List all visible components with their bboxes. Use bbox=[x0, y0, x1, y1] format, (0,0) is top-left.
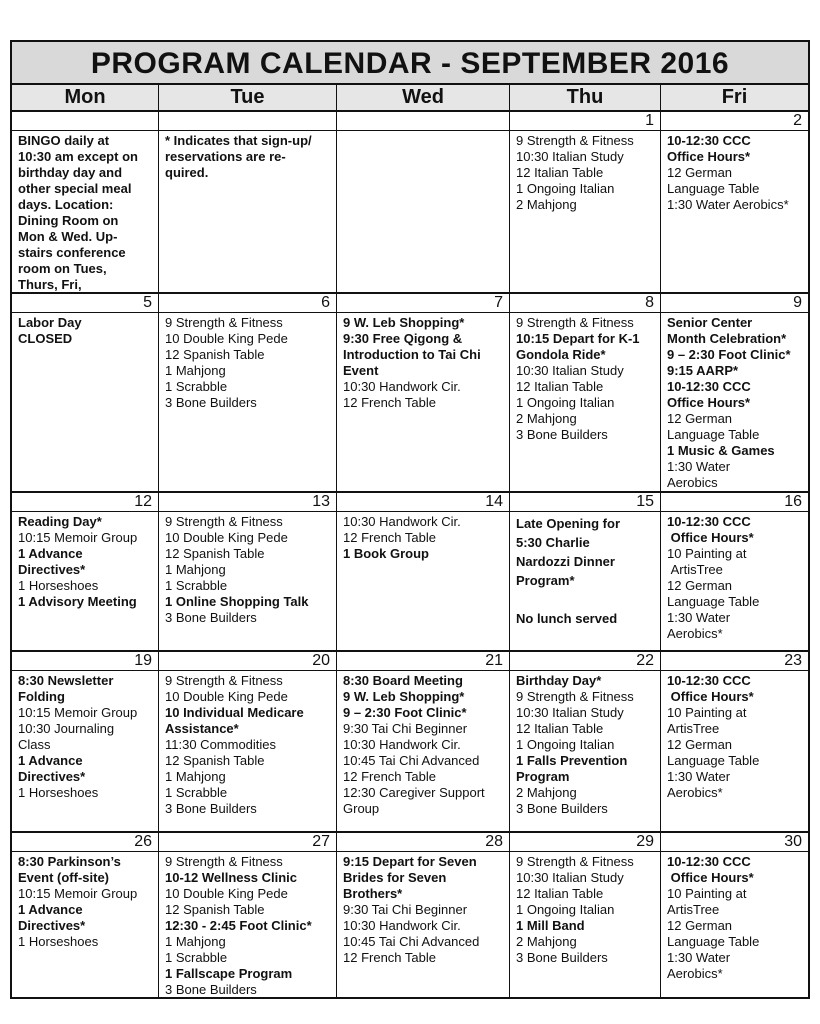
event-line: 10-12:30 CCC bbox=[667, 854, 751, 869]
event-line: Program* bbox=[516, 573, 575, 588]
event-line: 1 Fallscape Program bbox=[165, 966, 293, 981]
event-line: 3 Bone Builders bbox=[516, 427, 608, 442]
event-line: ArtisTree bbox=[667, 562, 723, 577]
event-line: 12 French Table bbox=[343, 950, 436, 965]
event-line: Program bbox=[516, 769, 570, 784]
day-number bbox=[12, 112, 159, 131]
event-line: Brides for Seven bbox=[343, 870, 447, 885]
day-cell bbox=[661, 131, 808, 294]
event-line: 10-12:30 CCC bbox=[667, 514, 751, 529]
event-line: 1 Mahjong bbox=[165, 363, 226, 378]
event-line: 12 French Table bbox=[343, 769, 436, 784]
event-line: Aerobics* bbox=[667, 966, 723, 981]
day-cell bbox=[337, 852, 510, 997]
event-line: 10:15 Memoir Group bbox=[18, 705, 138, 720]
day-cell bbox=[510, 131, 661, 294]
event-line: 12 German bbox=[667, 411, 733, 426]
day-number: 16 bbox=[661, 493, 808, 512]
event-line: Reading Day* bbox=[18, 514, 102, 529]
event-line: Folding bbox=[18, 689, 65, 704]
event-line: Office Hours* bbox=[667, 395, 751, 410]
event-line: CLOSED bbox=[18, 331, 73, 346]
calendar bbox=[10, 40, 810, 999]
day-number: 6 bbox=[159, 294, 337, 313]
event-line: room on Tues, bbox=[18, 261, 107, 276]
event-line: 10:30 Journaling bbox=[18, 721, 115, 736]
event-line: 12 German bbox=[667, 578, 733, 593]
day-cell bbox=[12, 671, 159, 833]
event-line: 1:30 Water bbox=[667, 610, 731, 625]
event-line: 1 Ongoing Italian bbox=[516, 902, 615, 917]
event-line: Month Celebration* bbox=[667, 331, 787, 346]
day-number: 23 bbox=[661, 652, 808, 671]
day-number: 9 bbox=[661, 294, 808, 313]
event-line: Office Hours* bbox=[667, 530, 754, 545]
day-cell bbox=[661, 313, 808, 493]
weekday-header-tue: Tue bbox=[159, 85, 337, 112]
event-line: birthday day and bbox=[18, 165, 123, 180]
calendar-title: PROGRAM CALENDAR - SEPTEMBER 2016 bbox=[12, 42, 808, 85]
event-line: 9:30 Tai Chi Beginner bbox=[343, 721, 468, 736]
event-line: Birthday Day* bbox=[516, 673, 602, 688]
day-number: 8 bbox=[510, 294, 661, 313]
event-line: 10:15 Memoir Group bbox=[18, 886, 138, 901]
day-cell bbox=[337, 671, 510, 833]
event-line: 1 Mahjong bbox=[165, 769, 226, 784]
event-line: 12:30 - 2:45 Foot Clinic* bbox=[165, 918, 312, 933]
day-cell bbox=[510, 512, 661, 652]
day-cell bbox=[159, 131, 337, 294]
event-line: No lunch served bbox=[516, 611, 618, 626]
event-line: Labor Day bbox=[18, 315, 82, 330]
event-line: 9 Strength & Fitness bbox=[516, 689, 634, 704]
event-line: ArtisTree bbox=[667, 902, 720, 917]
day-cell bbox=[510, 671, 661, 833]
event-line: 1 Advance bbox=[18, 902, 83, 917]
event-line: Group bbox=[343, 801, 380, 816]
event-line: 9 – 2:30 Foot Clinic* bbox=[343, 705, 467, 720]
event-line: 10-12:30 CCC bbox=[667, 133, 751, 148]
event-line: 10:30 Italian Study bbox=[516, 870, 624, 885]
event-line: 8:30 Newsletter bbox=[18, 673, 114, 688]
event-line: 9 Strength & Fitness bbox=[516, 315, 634, 330]
event-line: Thurs, Fri, bbox=[18, 277, 82, 292]
day-number: 19 bbox=[12, 652, 159, 671]
event-line: 12 Spanish Table bbox=[165, 753, 265, 768]
event-line: 9 W. Leb Shopping* bbox=[343, 689, 465, 704]
event-line: 1 Falls Prevention bbox=[516, 753, 628, 768]
event-line: Office Hours* bbox=[667, 689, 754, 704]
event-line: 10-12:30 CCC bbox=[667, 379, 751, 394]
event-line: 9:30 Tai Chi Beginner bbox=[343, 902, 468, 917]
day-number: 7 bbox=[337, 294, 510, 313]
event-line: Directives* bbox=[18, 918, 86, 933]
event-line: 11:30 Commodities bbox=[165, 737, 277, 752]
event-line: quired. bbox=[165, 165, 209, 180]
event-line: Directives* bbox=[18, 562, 86, 577]
event-line: 8:30 Board Meeting bbox=[343, 673, 463, 688]
event-line: 9:30 Free Qigong & bbox=[343, 331, 463, 346]
event-line: 3 Bone Builders bbox=[516, 950, 608, 965]
event-line: Language Table bbox=[667, 427, 760, 442]
day-number: 30 bbox=[661, 833, 808, 852]
event-line: 1:30 Water bbox=[667, 769, 731, 784]
event-line: Event bbox=[343, 363, 379, 378]
day-cell bbox=[661, 671, 808, 833]
event-line: 9 Strength & Fitness bbox=[165, 673, 283, 688]
event-line: 12 Italian Table bbox=[516, 379, 604, 394]
day-number: 20 bbox=[159, 652, 337, 671]
event-line: 12 German bbox=[667, 737, 733, 752]
event-line: Introduction to Tai Chi bbox=[343, 347, 481, 362]
day-cell bbox=[12, 512, 159, 652]
event-line: Office Hours* bbox=[667, 870, 754, 885]
event-line: 10:30 Italian Study bbox=[516, 149, 624, 164]
event-line: 10 Individual Medicare bbox=[165, 705, 304, 720]
event-line: Nardozzi Dinner bbox=[516, 554, 615, 569]
event-line: 1 Advance bbox=[18, 753, 83, 768]
day-number: 5 bbox=[12, 294, 159, 313]
event-line: 1 Horseshoes bbox=[18, 578, 99, 593]
day-cell bbox=[12, 131, 159, 294]
event-line: 10 Double King Pede bbox=[165, 886, 288, 901]
event-line: Event (off-site) bbox=[18, 870, 109, 885]
day-cell bbox=[337, 512, 510, 652]
day-cell bbox=[510, 313, 661, 493]
event-line: Assistance* bbox=[165, 721, 239, 736]
event-line: 9:15 AARP* bbox=[667, 363, 739, 378]
event-line: BINGO daily at bbox=[18, 133, 110, 148]
weekday-header-thu: Thu bbox=[510, 85, 661, 112]
event-line: Brothers* bbox=[343, 886, 403, 901]
event-line: 10:30 Handwork Cir. bbox=[343, 379, 461, 394]
day-cell bbox=[12, 852, 159, 997]
event-line: 2 Mahjong bbox=[516, 934, 577, 949]
event-line: 1 Mahjong bbox=[165, 934, 226, 949]
event-line: 12 French Table bbox=[343, 530, 436, 545]
event-line: 5:30 Charlie bbox=[516, 535, 590, 550]
event-line: 3 Bone Builders bbox=[165, 610, 257, 625]
event-line: 9 Strength & Fitness bbox=[165, 315, 283, 330]
day-number: 21 bbox=[337, 652, 510, 671]
day-cell bbox=[337, 313, 510, 493]
event-line: 10:30 Italian Study bbox=[516, 363, 624, 378]
event-line: 1 Mill Band bbox=[516, 918, 585, 933]
event-line: Late Opening for bbox=[516, 516, 620, 531]
event-line: Language Table bbox=[667, 594, 760, 609]
event-line: Aerobics* bbox=[667, 785, 723, 800]
event-line: 9 – 2:30 Foot Clinic* bbox=[667, 347, 791, 362]
event-line: 10:30 am except on bbox=[18, 149, 138, 164]
event-line: 1:30 Water bbox=[667, 950, 731, 965]
event-line: 2 Mahjong bbox=[516, 785, 577, 800]
event-line: Class bbox=[18, 737, 51, 752]
event-line: 10 Double King Pede bbox=[165, 331, 288, 346]
event-line: ArtisTree bbox=[667, 721, 720, 736]
day-number bbox=[337, 112, 510, 131]
event-line: 2 Mahjong bbox=[516, 197, 577, 212]
day-number bbox=[159, 112, 337, 131]
event-line: 1 Horseshoes bbox=[18, 785, 99, 800]
event-line: 1 Ongoing Italian bbox=[516, 737, 615, 752]
event-line: 10-12:30 CCC bbox=[667, 673, 751, 688]
event-line: Directives* bbox=[18, 769, 86, 784]
event-line: Language Table bbox=[667, 934, 760, 949]
day-cell bbox=[159, 512, 337, 652]
event-line: 10:30 Italian Study bbox=[516, 705, 624, 720]
event-line: 10 Painting at bbox=[667, 546, 747, 561]
event-line: * Indicates that sign-up/ bbox=[165, 133, 312, 148]
day-number: 27 bbox=[159, 833, 337, 852]
event-line: 10:30 Handwork Cir. bbox=[343, 737, 461, 752]
event-line: stairs conference bbox=[18, 245, 126, 260]
event-line: 10 Double King Pede bbox=[165, 689, 288, 704]
event-line: 1:30 Water Aerobics* bbox=[667, 197, 789, 212]
event-line: 1 Music & Games bbox=[667, 443, 775, 458]
event-line: 12 French Table bbox=[343, 395, 436, 410]
day-cell bbox=[159, 671, 337, 833]
event-line: 12 Spanish Table bbox=[165, 902, 265, 917]
day-number: 29 bbox=[510, 833, 661, 852]
event-line: days. Location: bbox=[18, 197, 114, 212]
event-line: 3 Bone Builders bbox=[516, 801, 608, 816]
event-line: 12 German bbox=[667, 165, 733, 180]
weekday-header-mon: Mon bbox=[12, 85, 159, 112]
event-line: 10 Double King Pede bbox=[165, 530, 288, 545]
event-line: 9 Strength & Fitness bbox=[516, 133, 634, 148]
event-line: 1 Scrabble bbox=[165, 785, 228, 800]
event-line: 8:30 Parkinson’s bbox=[18, 854, 121, 869]
event-line: 10:15 Memoir Group bbox=[18, 530, 138, 545]
weekday-header-wed: Wed bbox=[337, 85, 510, 112]
event-line: 10:15 Depart for K-1 bbox=[516, 331, 640, 346]
event-line: 12 Italian Table bbox=[516, 165, 604, 180]
event-line: Office Hours* bbox=[667, 149, 751, 164]
event-line: 10:45 Tai Chi Advanced bbox=[343, 753, 480, 768]
event-line: 3 Bone Builders bbox=[165, 801, 257, 816]
event-line: Language Table bbox=[667, 753, 760, 768]
event-line: 10:30 Handwork Cir. bbox=[343, 514, 461, 529]
day-number: 28 bbox=[337, 833, 510, 852]
event-line: 9 Strength & Fitness bbox=[165, 514, 283, 529]
event-line bbox=[516, 590, 656, 609]
event-line: Senior Center bbox=[667, 315, 753, 330]
day-cell bbox=[661, 512, 808, 652]
weekday-header-fri: Fri bbox=[661, 85, 808, 112]
event-line: 3 Bone Builders bbox=[165, 982, 257, 997]
event-line: 9 Strength & Fitness bbox=[165, 854, 283, 869]
event-line: 1 Book Group bbox=[343, 546, 429, 561]
day-number: 14 bbox=[337, 493, 510, 512]
day-cell bbox=[159, 313, 337, 493]
event-line: 1 Ongoing Italian bbox=[516, 181, 615, 196]
day-number: 12 bbox=[12, 493, 159, 512]
day-number: 13 bbox=[159, 493, 337, 512]
event-line: 1 Ongoing Italian bbox=[516, 395, 615, 410]
event-line: Aerobics bbox=[667, 475, 718, 490]
event-line: Language Table bbox=[667, 181, 760, 196]
event-line: 9:15 Depart for Seven bbox=[343, 854, 477, 869]
event-line: 1 Online Shopping Talk bbox=[165, 594, 309, 609]
day-number: 22 bbox=[510, 652, 661, 671]
event-line: 1 Mahjong bbox=[165, 562, 226, 577]
event-line: 12 Spanish Table bbox=[165, 347, 265, 362]
event-line: 10 Painting at bbox=[667, 886, 747, 901]
day-number: 15 bbox=[510, 493, 661, 512]
day-cell bbox=[337, 131, 510, 294]
event-line: 12 Italian Table bbox=[516, 886, 604, 901]
event-line: 1 Scrabble bbox=[165, 379, 228, 394]
day-number: 26 bbox=[12, 833, 159, 852]
event-line: 10 Painting at bbox=[667, 705, 747, 720]
event-line: 12:30 Caregiver Support bbox=[343, 785, 485, 800]
day-cell bbox=[510, 852, 661, 997]
event-line: 10-12 Wellness Clinic bbox=[165, 870, 297, 885]
event-line: 1 Horseshoes bbox=[18, 934, 99, 949]
event-line: other special meal bbox=[18, 181, 132, 196]
event-line: 9 Strength & Fitness bbox=[516, 854, 634, 869]
event-line: 9 W. Leb Shopping* bbox=[343, 315, 465, 330]
event-line: 1:30 Water bbox=[667, 459, 731, 474]
event-line: 12 Italian Table bbox=[516, 721, 604, 736]
event-line: 1 Advance bbox=[18, 546, 83, 561]
event-line: 1 Scrabble bbox=[165, 578, 228, 593]
day-cell bbox=[661, 852, 808, 997]
event-line: 10:30 Handwork Cir. bbox=[343, 918, 461, 933]
day-number: 2 bbox=[661, 112, 808, 131]
event-line: Mon & Wed. Up- bbox=[18, 229, 118, 244]
event-line: Gondola Ride* bbox=[516, 347, 606, 362]
event-line: 1 Advisory Meeting bbox=[18, 594, 137, 609]
event-line: 10:45 Tai Chi Advanced bbox=[343, 934, 480, 949]
event-line: 1 Scrabble bbox=[165, 950, 228, 965]
event-line: 3 Bone Builders bbox=[165, 395, 257, 410]
day-cell bbox=[12, 313, 159, 493]
event-line: 2 Mahjong bbox=[516, 411, 577, 426]
day-number: 1 bbox=[510, 112, 661, 131]
event-line: Aerobics* bbox=[667, 626, 723, 641]
day-cell bbox=[159, 852, 337, 997]
event-line: 12 Spanish Table bbox=[165, 546, 265, 561]
event-line: 12 German bbox=[667, 918, 733, 933]
event-line: reservations are re- bbox=[165, 149, 286, 164]
event-line: Dining Room on bbox=[18, 213, 119, 228]
